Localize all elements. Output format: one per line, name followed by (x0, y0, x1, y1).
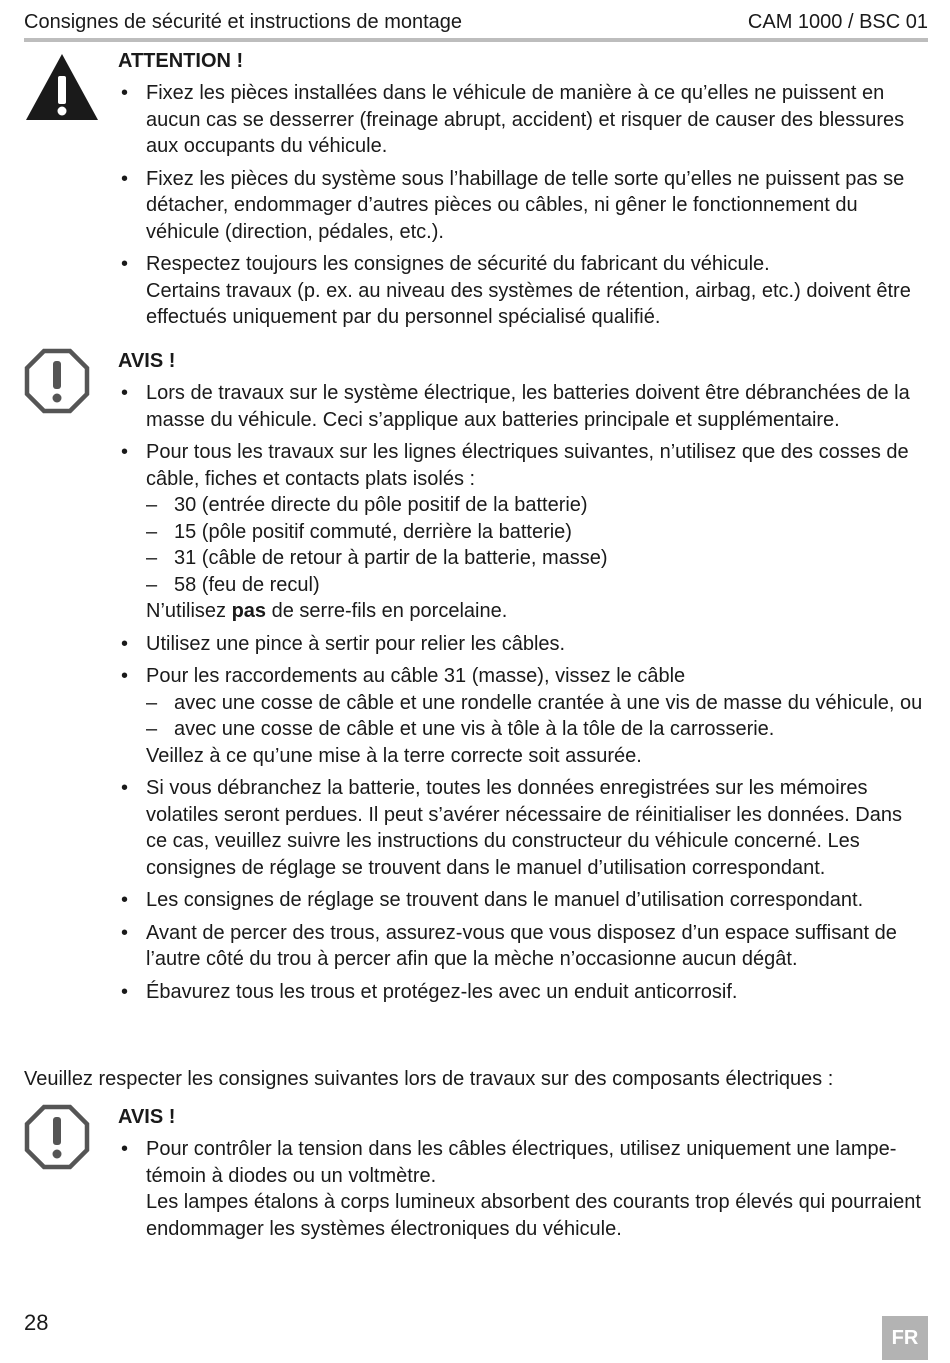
list-item: • Ébavurez tous les trous et protégez-les avec un enduit anticorrosif. (118, 979, 928, 1006)
notice-heading: AVIS ! (118, 1106, 176, 1128)
dash-item: – 31 (câble de retour à partir de la batterie, masse) (146, 545, 928, 572)
dash-item: – avec une cosse de câble et une rondelle crantée à une vis de masse du véhicule, ou (146, 690, 928, 717)
list-item: • Avant de percer des trous, assurez-vous que vous disposez d’un espace suffisant de l’autre côté du trou à percer afin que la mèche n’occasionne aucun dégât. (118, 920, 928, 973)
note-text: de serre-fils en porcelaine. (266, 600, 508, 622)
notice-octagon-icon (24, 1104, 90, 1175)
attention-heading: ATTENTION ! (118, 50, 244, 72)
page-number: 28 (24, 1310, 49, 1335)
list-item: • Lors de travaux sur le système électrique, les batteries doivent être débranchées de la masse du véhicule. Ceci s’applique aux batteries principale et supplémentaire. (118, 380, 928, 433)
page-header (24, 8, 928, 42)
dash-item: – 15 (pôle positif commuté, derrière la batterie) (146, 519, 928, 546)
notice-heading: AVIS ! (118, 350, 176, 372)
list-item-note: Veillez à ce qu’une mise à la terre correcte soit assurée. (146, 744, 642, 767)
note-emphasis: pas (231, 600, 267, 622)
list-item-text: • Pour tous les travaux sur les lignes électriques suivantes, n’utilisez que des cosses de câble, fiches et contacts plats isolés : (146, 441, 909, 490)
list-item: • Si vous débranchez la batterie, toutes les données enregistrées sur les mémoires volatiles seront perdues. Il peut s’avérer nécessaire de réinitialiser les données. Dans ce cas, veuillez suivre les instructions du constructeur du véhicule concerné. Les consignes de réglage se trouvent dans le manuel d’utilisation correspondant. (118, 775, 928, 881)
list-item (118, 1136, 928, 1242)
list-item: • Utilisez une pince à sertir pour relier les câbles. (118, 631, 928, 658)
list-item (118, 439, 928, 625)
dash-item: – 30 (entrée directe du pôle positif de la batterie) (146, 492, 928, 519)
warning-triangle-icon (24, 52, 100, 127)
list-item-text: • Respectez toujours les consignes de sécurité du fabricant du véhicule. (146, 253, 770, 275)
list-item-extra: Certains travaux (p. ex. au niveau des systèmes de rétention, airbag, etc.) doivent être effectués uniquement par du personnel spécialisé qualifié. (146, 279, 911, 328)
header-title: Consignes de sécurité et instructions de montage (24, 11, 463, 33)
dash-item: – avec une cosse de câble et une vis à tôle à la tôle de la carrosserie. (146, 716, 928, 743)
note-text: N’utilisez (146, 600, 232, 622)
list-item-extra: Les lampes étalons à corps lumineux absorbent des courants trop élevés qui pourraient endommager les systèmes électroniques du véhicule. (146, 1191, 921, 1240)
list-item (118, 251, 928, 331)
language-badge: FR (882, 1316, 928, 1360)
dash-item: – 58 (feu de recul) (146, 572, 928, 599)
list-item (118, 663, 928, 769)
list-item-text: • Pour contrôler la tension dans les câbles électriques, utilisez uniquement une lampe-témoin à diodes ou un voltmètre. (146, 1138, 897, 1187)
list-item: • Les consignes de réglage se trouvent dans le manuel d’utilisation correspondant. (118, 887, 928, 914)
notice-octagon-icon (24, 348, 90, 419)
header-model: CAM 1000 / BSC 01 (747, 11, 928, 33)
list-item-text: • Pour les raccordements au câble 31 (masse), vissez le câble (146, 665, 686, 687)
list-item-note (146, 598, 928, 625)
list-item: • Fixez les pièces du système sous l’habillage de telle sorte qu’elles ne puissent pas se détacher, endommager d’autres pièces ou câbles, ni gêner le fonctionnement du véhicule (direction, pédales, etc.). (118, 166, 928, 246)
list-item: • Fixez les pièces installées dans le véhicule de manière à ce qu’elles ne puissent en aucun cas se desserrer (freinage abrupt, accident) et risquer de causer des blessures aux occupants du véhicule. (118, 80, 928, 160)
intro-paragraph: Veuillez respecter les consignes suivantes lors de travaux sur des composants électriques : (24, 1068, 834, 1090)
